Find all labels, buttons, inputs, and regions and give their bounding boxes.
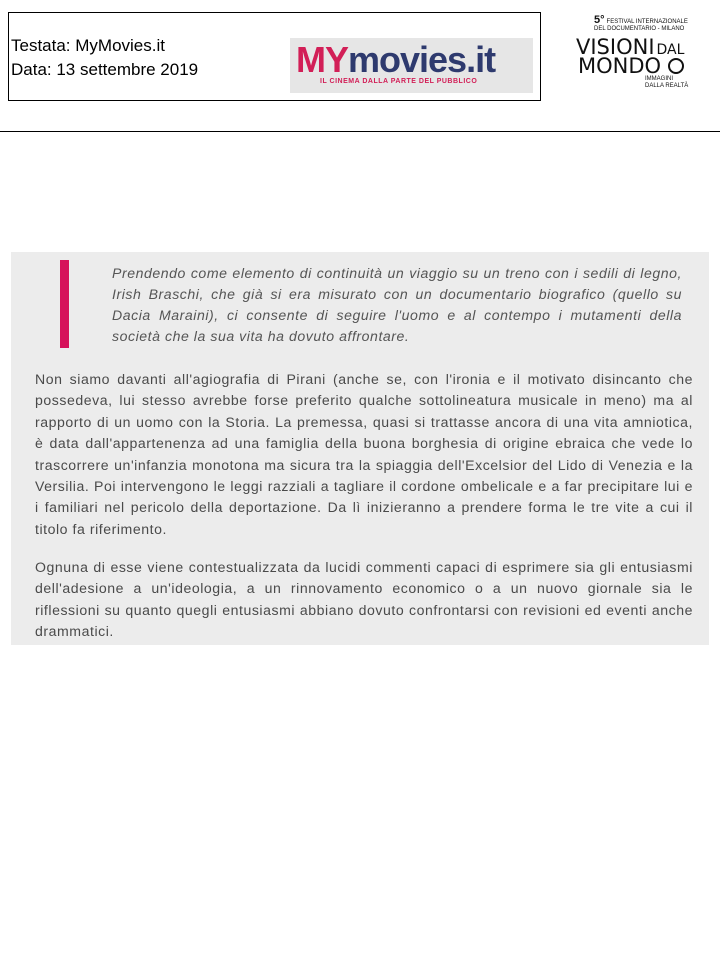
article-paragraph-2: Ognuna di esse viene contestualizzata da lucidi commenti capaci di esprimere sia gli entusiasmi dell'adesione a un'ideologia, a un rinnovamento economico o a un nuovo giornale sia le riflessioni su quanto quegli entusiasmi abbiano dovuto confrontarsi con revisioni ed eventi anche drammatici. [35,559,693,640]
festival-logo [572,14,692,94]
festival-word-dal: DAL [656,42,685,58]
festival-subtitle: IMMAGINI DALLA REALTÀ [645,76,689,89]
header-divider [0,131,720,132]
film-reel-icon [668,58,684,74]
mymovies-logo [290,38,533,93]
pull-quote: Prendendo come elemento di continuità un viaggio su un treno con i sedili di legno, Irish Braschi, che già si era misurato con un documentario biografico (quello su Dacia Maraini), ci consente di seguire l'uomo e al contempo i mutamenti della società che la sua vita ha dovuto affrontare. [112,265,682,344]
article-excerpt [11,252,709,645]
festival-edition [594,14,692,33]
data-line: Data: 13 settembre 2019 [11,60,199,79]
quote-accent-bar [60,260,69,348]
festival-word-mondo: MONDO [578,54,662,78]
header-box [8,12,541,101]
mymovies-my: MY [296,39,348,80]
header-info [11,34,198,82]
testata-line: Testata: MyMovies.it [11,36,165,55]
mymovies-wordmark [296,40,495,80]
festival-word-visioni: VISIONI [576,35,655,59]
article-paragraph-1: Non siamo davanti all'agiografia di Pirani (anche se, con l'ironia e il motivato disincanto che possedeva, lui stesso avrebbe forse preferito qualche sottolineatura musicale in meno) ma al rapporto di un uomo con la Storia. La premessa, quasi si trattasse ancora di una vita amniotica, è data dall'appartenenza ad una famiglia della buona borghesia di origine ebraica che vede lo trascorrere un'infanzia monotona ma sicura tra la spiaggia dell'Excelsior del Lido di Venezia e la Versilia. Poi intervengono le leggi razziali a tagliare il cordone ombelicale e a far precipitare lui e i familiari nel pericolo della deportazione. Da lì inizieranno a prendere forma le tre vite a cui il titolo fa riferimento. [35,371,693,537]
mymovies-movies: movies.it [348,39,496,80]
festival-edition-text: FESTIVAL INTERNAZIONALE DEL DOCUMENTARIO - MILANO [594,19,688,32]
mymovies-tagline: IL CINEMA DALLA PARTE DEL PUBBLICO [320,78,478,85]
festival-edition-number: 5° [594,14,605,26]
